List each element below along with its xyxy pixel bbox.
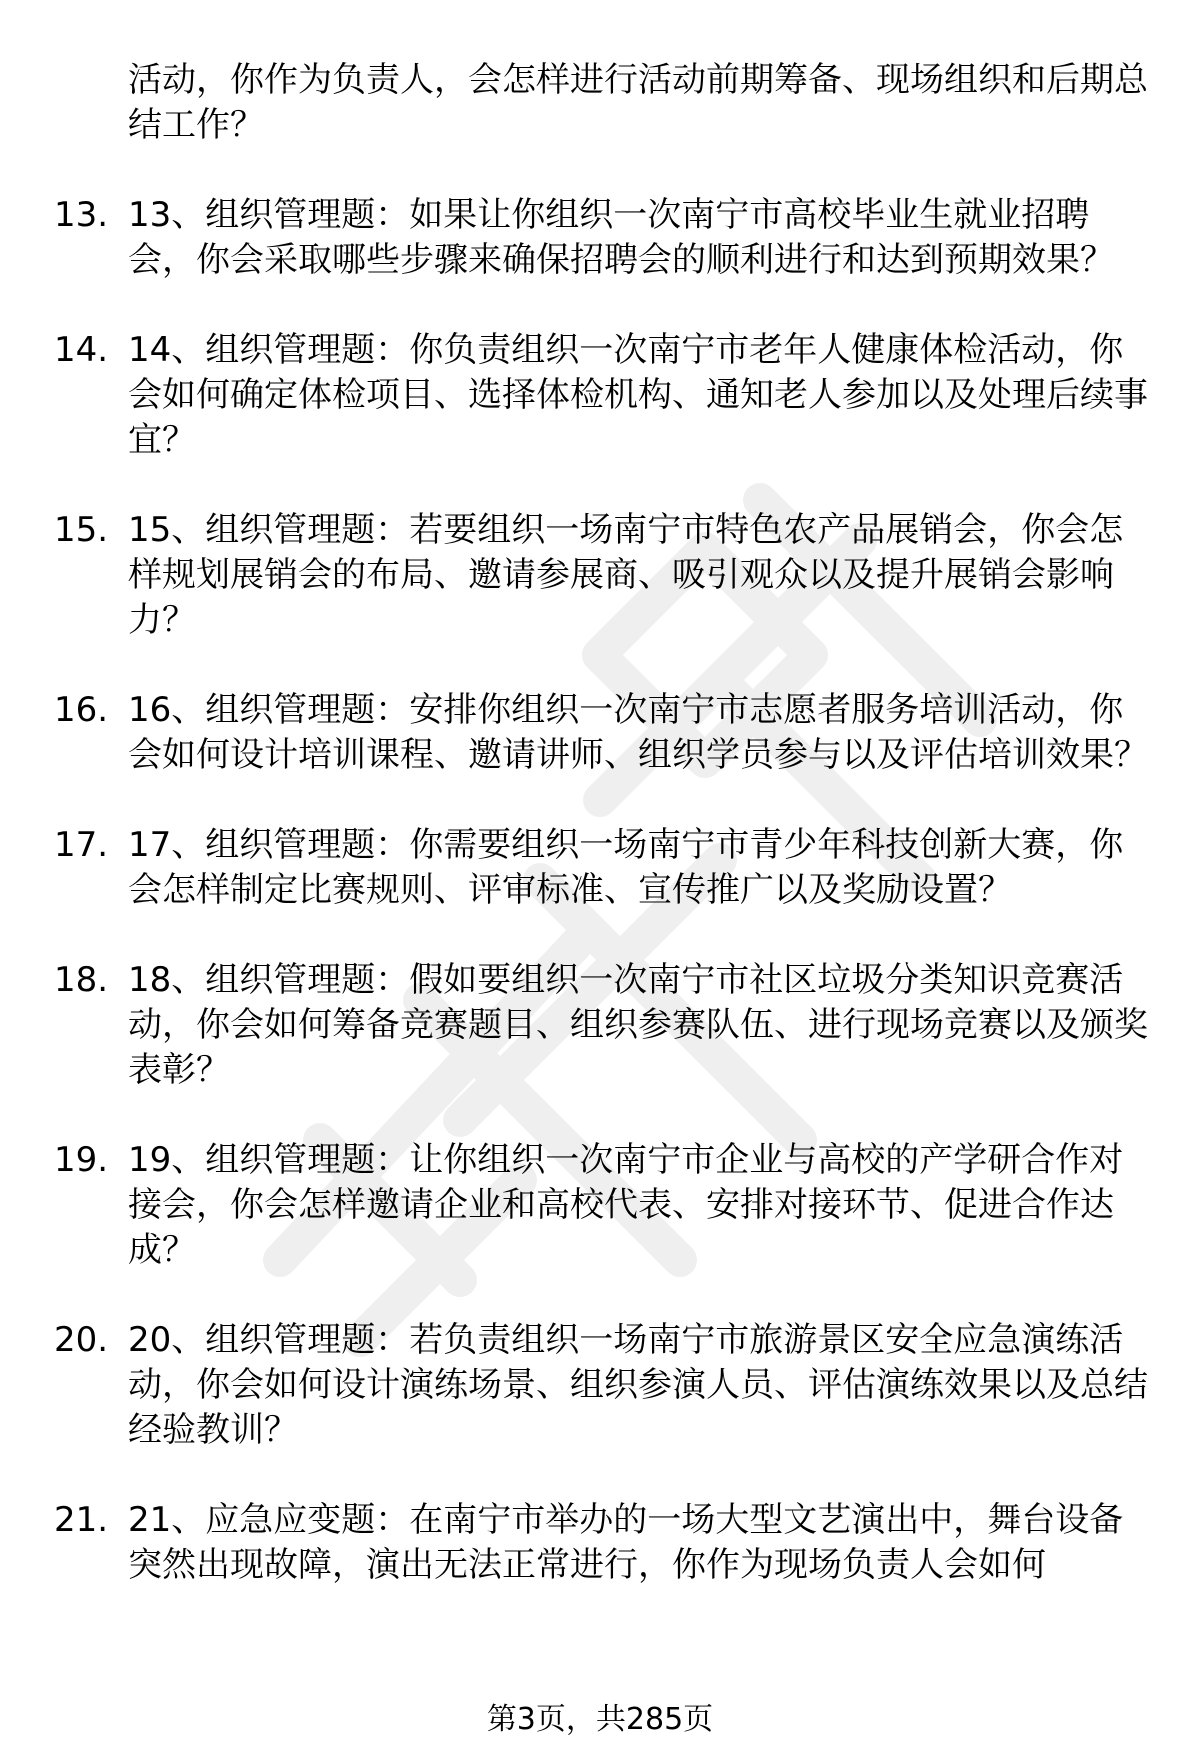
item-text: 20、组织管理题：若负责组织一场南宁市旅游景区安全应急演练活动，你会如何设计演练场景、组织参演人员、评估演练效果以及总结经验教训？ xyxy=(128,1320,1148,1450)
list-item xyxy=(0,823,1148,913)
list-item xyxy=(0,193,1148,283)
item-text: 19、组织管理题：让你组织一次南宁市企业与高校的产学研合作对接会，你会怎样邀请企业和高校代表、安排对接环节、促进合作达成？ xyxy=(128,1140,1124,1270)
list-item xyxy=(0,1498,1148,1588)
item-number: 17. xyxy=(54,825,109,865)
list-item xyxy=(0,328,1148,463)
item-number: 19. xyxy=(54,1140,109,1180)
item-number: 20. xyxy=(54,1320,109,1360)
item-text: 18、组织管理题：假如要组织一次南宁市社区垃圾分类知识竞赛活动，你会如何筹备竞赛题目、组织参赛队伍、进行现场竞赛以及颁奖表彰？ xyxy=(128,960,1148,1090)
list-item xyxy=(0,1318,1148,1453)
item-number: 21. xyxy=(54,1500,109,1540)
list-item xyxy=(0,688,1148,778)
item-text: 15、组织管理题：若要组织一场南宁市特色农产品展销会，你会怎样规划展销会的布局、邀请参展商、吸引观众以及提升展销会影响力？ xyxy=(128,510,1124,640)
item-text: 14、组织管理题：你负责组织一次南宁市老年人健康体检活动，你会如何确定体检项目、选择体检机构、通知老人参加以及处理后续事宜？ xyxy=(128,330,1148,460)
item-number: 16. xyxy=(54,690,109,730)
list-item xyxy=(0,508,1148,643)
question-list xyxy=(0,193,1200,1633)
item-number: 18. xyxy=(54,960,109,1000)
item-number: 13. xyxy=(54,195,109,235)
item-text: 17、组织管理题：你需要组织一场南宁市青少年科技创新大赛，你会怎样制定比赛规则、评审标准、宣传推广以及奖励设置？ xyxy=(128,825,1124,910)
intro-paragraph: 活动，你作为负责人，会怎样进行活动前期筹备、现场组织和后期总结工作？ xyxy=(128,60,1148,145)
item-text: 16、组织管理题：安排你组织一次南宁市志愿者服务培训活动，你会如何设计培训课程、邀请讲师、组织学员参与以及评估培训效果？ xyxy=(128,690,1148,775)
item-number: 15. xyxy=(54,510,109,550)
item-text: 21、应急应变题：在南宁市举办的一场大型文艺演出中，舞台设备突然出现故障，演出无法正常进行，你作为现场负责人会如何 xyxy=(128,1500,1124,1585)
list-item xyxy=(0,958,1148,1093)
page-footer: 第3页，共285页 xyxy=(486,1702,714,1737)
list-item xyxy=(0,1138,1148,1273)
item-text: 13、组织管理题：如果让你组织一次南宁市高校毕业生就业招聘会，你会采取哪些步骤来确保招聘会的顺利进行和达到预期效果？ xyxy=(128,195,1114,280)
item-number: 14. xyxy=(54,330,109,370)
